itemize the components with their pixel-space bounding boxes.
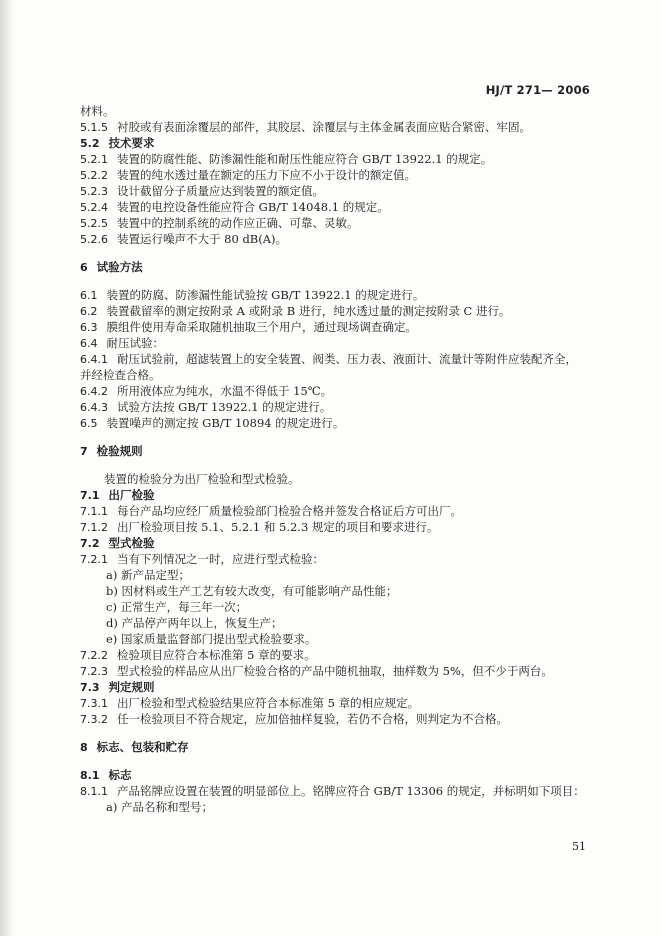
clause-number: 7.1.2 — [80, 521, 108, 534]
scan-edge-shadow — [0, 0, 14, 936]
clause-number: 5.2.5 — [80, 217, 108, 230]
clause-text: 并经检查合格。 — [80, 368, 161, 382]
clause-text: 装置噪声的测定按 GB/T 10894 的规定进行。 — [106, 416, 345, 430]
clause-text: 产品铭牌应设置在装置的明显部位上。铭牌应符合 GB/T 13306 的规定，并标明如下项目： — [117, 784, 585, 798]
clause-text: d) 产品停产两年以上，恢复生产； — [106, 616, 283, 630]
clause-text: 出厂检验 — [108, 488, 155, 502]
clause-text: 装置截留率的测定按附录 A 或附录 B 进行，纯水透过量的测定按附录 C 进行。 — [106, 304, 511, 318]
clause-number: 7.2 — [80, 537, 100, 550]
section-heading — [80, 443, 600, 459]
clause-number: 7.3 — [80, 681, 100, 694]
clause-line — [80, 167, 600, 183]
clause-line — [80, 519, 600, 535]
section-heading — [80, 739, 600, 755]
clause-number: 5.2.6 — [80, 233, 108, 246]
clause-text: 出厂检验项目按 5.1、5.2.1 和 5.2.3 规定的项目和要求进行。 — [117, 520, 439, 534]
section-heading — [80, 135, 600, 151]
clause-text: 装置的纯水透过量在额定的压力下应不小于设计的额定值。 — [117, 168, 416, 182]
clause-number: 7.3.1 — [80, 697, 108, 710]
clause-line — [80, 183, 600, 199]
clause-number: 6.4.3 — [80, 401, 108, 414]
clause-number: 5.2 — [80, 137, 100, 150]
clause-text: 型式检验的样品应从出厂检验合格的产品中随机抽取，抽样数为 5%，但不少于两台。 — [117, 664, 553, 678]
clause-line — [80, 615, 600, 631]
clause-number: 7.2.3 — [80, 665, 108, 678]
clause-text: 耐压试验前，超滤装置上的安全装置、阀类、压力表、液面计、流量计等附件应装配齐全， — [117, 352, 577, 366]
clause-line — [80, 631, 600, 647]
clause-number: 5.2.2 — [80, 169, 108, 182]
clause-line — [80, 695, 600, 711]
clause-line — [80, 551, 600, 567]
clause-line — [80, 319, 600, 335]
clause-text: 试验方法按 GB/T 13922.1 的规定进行。 — [117, 400, 332, 414]
clause-text: 装置的检验分为出厂检验和型式检验。 — [104, 472, 300, 486]
clause-text: 每台产品均应经厂质量检验部门检验合格并签发合格证后方可出厂。 — [117, 504, 462, 518]
clause-line — [80, 103, 600, 119]
clause-number: 8.1.1 — [80, 785, 108, 798]
clause-text: 材料。 — [80, 104, 115, 118]
clause-number: 7.3.2 — [80, 713, 108, 726]
clause-number: 6.4.1 — [80, 353, 108, 366]
clause-text: c) 正常生产，每三年一次； — [106, 600, 248, 614]
clause-line — [80, 799, 600, 815]
clause-line — [80, 199, 600, 215]
clause-number: 6.2 — [80, 305, 98, 318]
clause-text: b) 因材料或生产工艺有较大改变，有可能影响产品性能； — [106, 584, 398, 598]
clause-number: 7.1 — [80, 489, 100, 502]
clause-line — [80, 415, 600, 431]
clause-text: e) 国家质量监督部门提出型式检验要求。 — [106, 632, 317, 646]
clause-line — [80, 503, 600, 519]
clause-line — [80, 783, 600, 799]
clause-number: 6 — [80, 261, 88, 274]
clause-text: 耐压试验： — [106, 336, 164, 350]
clause-line — [80, 599, 600, 615]
page-number: 51 — [572, 840, 586, 853]
clause-number: 6.3 — [80, 321, 98, 334]
clause-number: 6.4 — [80, 337, 98, 350]
clause-number: 5.2.4 — [80, 201, 108, 214]
clause-line — [80, 583, 600, 599]
clause-line — [80, 287, 600, 303]
clause-line — [80, 663, 600, 679]
clause-text: 检验项目应符合本标准第 5 章的要求。 — [117, 648, 316, 662]
clause-line — [80, 711, 600, 727]
section-heading — [80, 487, 600, 503]
clause-line — [80, 119, 600, 135]
clause-text: 任一检验项目不符合规定，应加倍抽样复验，若仍不合格，则判定为不合格。 — [117, 712, 508, 726]
clause-text: 出厂检验和型式检验结果应符合本标准第 5 章的相应规定。 — [117, 696, 420, 710]
clause-number: 5.2.3 — [80, 185, 108, 198]
clause-line — [80, 383, 600, 399]
clause-number: 7 — [80, 445, 88, 458]
clause-text: a) 新产品定型； — [106, 568, 190, 582]
clause-line — [80, 303, 600, 319]
clause-text: 当有下列情况之一时，应进行型式检验： — [117, 552, 324, 566]
clause-line — [80, 367, 600, 383]
clause-line — [80, 399, 600, 415]
clause-line — [80, 151, 600, 167]
clause-text: a) 产品名称和型号； — [106, 800, 213, 814]
clause-line — [80, 471, 600, 487]
clause-number: 6.1 — [80, 289, 98, 302]
clause-text: 标志 — [108, 768, 132, 782]
clause-line — [80, 335, 600, 351]
clause-text: 型式检验 — [108, 536, 155, 550]
clause-number: 8.1 — [80, 769, 100, 782]
clause-number: 5.1.5 — [80, 121, 108, 134]
section-heading — [80, 259, 600, 275]
clause-text: 装置的防腐性能、防渗漏性能和耐压性能应符合 GB/T 13922.1 的规定。 — [117, 152, 493, 166]
clause-text: 检验规则 — [96, 444, 143, 458]
clause-text: 技术要求 — [108, 136, 155, 150]
clause-text: 试验方法 — [96, 260, 143, 274]
section-heading — [80, 535, 600, 551]
clause-text: 判定规则 — [108, 680, 155, 694]
clause-line — [80, 215, 600, 231]
clause-number: 7.2.2 — [80, 649, 108, 662]
clause-text: 装置中的控制系统的动作应正确、可靠、灵敏。 — [117, 216, 359, 230]
section-heading — [80, 679, 600, 695]
document-code: HJ/T 271— 2006 — [485, 83, 590, 97]
clause-line — [80, 647, 600, 663]
clause-number: 6.4.2 — [80, 385, 108, 398]
clause-text: 装置的电控设备性能应符合 GB/T 14048.1 的规定。 — [117, 200, 389, 214]
clause-text: 装置运行噪声不大于 80 dB(A)。 — [117, 232, 288, 246]
clause-number: 7.2.1 — [80, 553, 108, 566]
clause-text: 标志、包装和贮存 — [96, 740, 189, 754]
clause-number: 5.2.1 — [80, 153, 108, 166]
clause-text: 装置的防腐、防渗漏性能试验按 GB/T 13922.1 的规定进行。 — [106, 288, 425, 302]
clause-line — [80, 567, 600, 583]
clause-number: 8 — [80, 741, 88, 754]
clause-line — [80, 351, 600, 367]
document-body — [80, 103, 600, 815]
clause-line — [80, 231, 600, 247]
clause-number: 7.1.1 — [80, 505, 108, 518]
clause-text: 设计截留分子质量应达到装置的额定值。 — [117, 184, 324, 198]
clause-text: 衬胶或有表面涂覆层的部件，其胶层、涂覆层与主体金属表面应贴合紧密、牢固。 — [117, 120, 531, 134]
clause-text: 所用液体应为纯水，水温不得低于 15℃。 — [117, 384, 333, 398]
section-heading — [80, 767, 600, 783]
clause-text: 膜组件使用寿命采取随机抽取三个用户，通过现场调查确定。 — [106, 320, 417, 334]
clause-number: 6.5 — [80, 417, 98, 430]
